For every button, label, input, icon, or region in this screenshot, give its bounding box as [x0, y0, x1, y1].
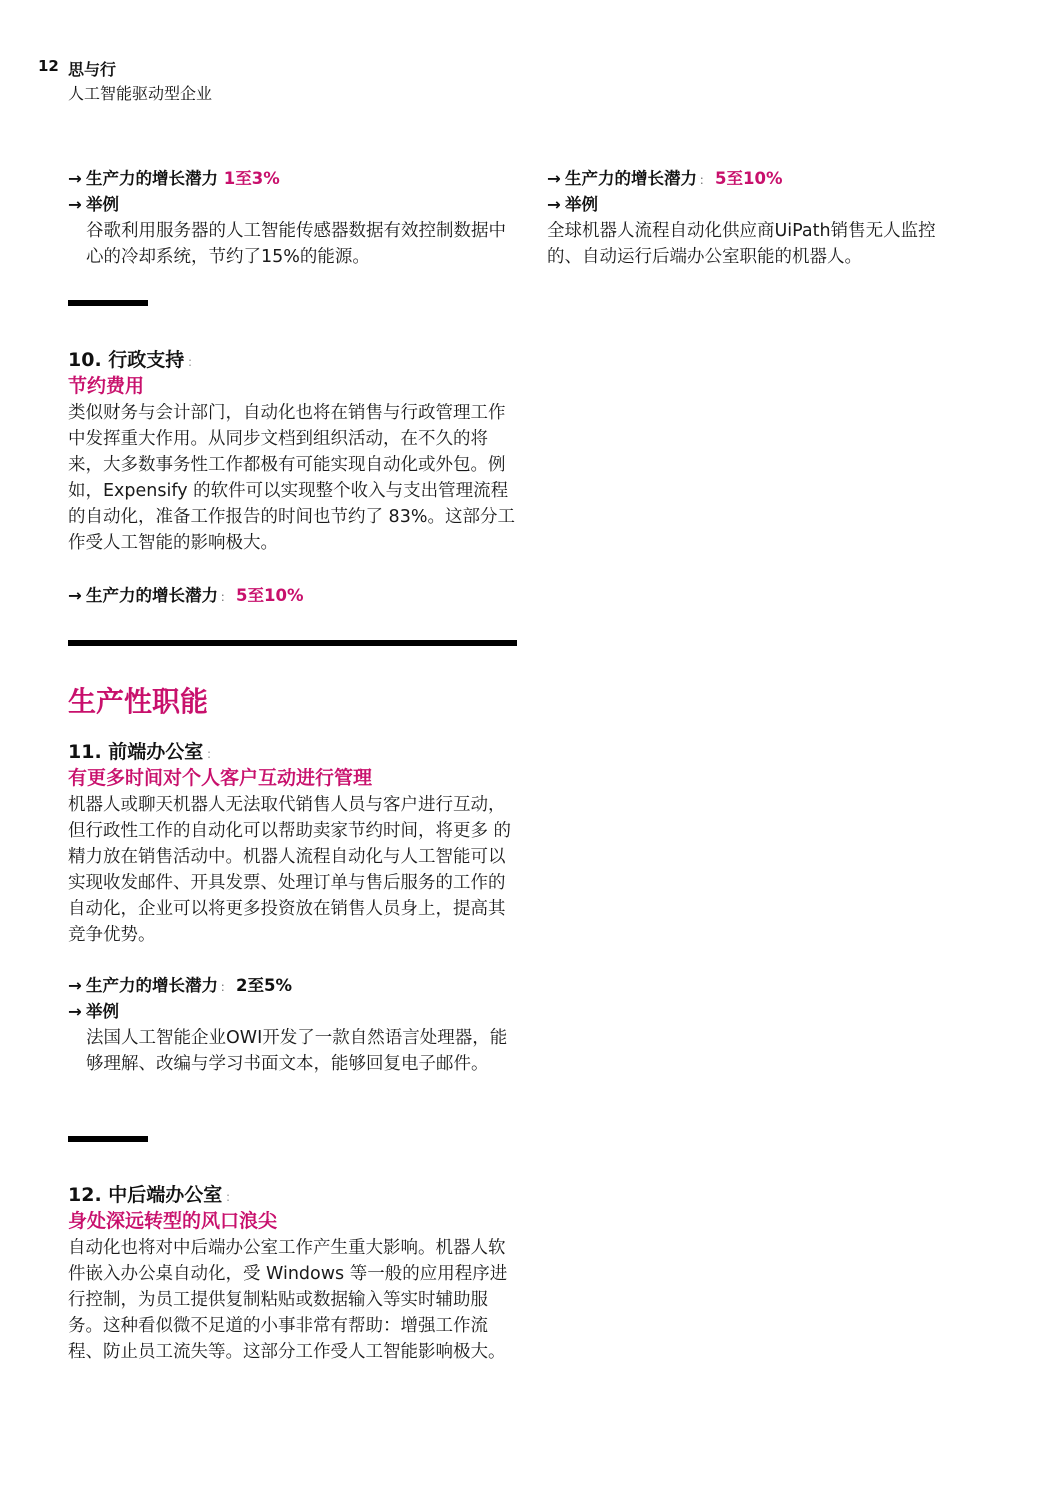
- section-10-body: 类似财务与会计部门，自动化也将在销售与行政管理工作中发挥重大作用。从同步文档到组织活动，在不久的将来，大多数事务性工作都极有可能实现自动化或外包。例如，Expensify 的软件可以实现整个收入与支出管理流程的自动化，准备工作报告的时间也节约了 83%。这部分工作受人工智能的影响极大。: [68, 403, 515, 553]
- potential-label: 生产力的增长潜力: [86, 586, 218, 605]
- colon-mark: ：: [187, 355, 200, 369]
- colon-mark: ：: [220, 590, 233, 604]
- arrow-icon: →: [547, 195, 561, 214]
- example-label: 举例: [86, 1002, 119, 1021]
- example-text-uipath: 全球机器人流程自动化供应商UiPath销售无人监控的、自动运行后端办公室职能的机器人。: [547, 221, 936, 267]
- potential-label: 生产力的增长潜力: [86, 169, 218, 188]
- potential-line-11: [68, 973, 292, 1000]
- section-10-subheading: 节约费用: [68, 375, 145, 397]
- example-label: 举例: [565, 195, 598, 214]
- colon-mark: ：: [220, 980, 233, 994]
- potential-value: 5至10%: [715, 169, 783, 188]
- section-12-body: 自动化也将对中后端办公室工作产生重大影响。机器人软件嵌入办公桌自动化，受 Windows 等一般的应用程序进行控制，为员工提供复制粘贴或数据输入等实时辅助服务。这种看似微不足道的小事非常有帮助：增强工作流程、防止员工流失等。这部分工作受人工智能影响极大。: [68, 1238, 508, 1362]
- arrow-icon: →: [68, 976, 82, 995]
- example-line-right: [547, 192, 598, 218]
- potential-value: 2至5%: [236, 976, 293, 995]
- arrow-icon: →: [68, 195, 82, 214]
- section-11-body: 机器人或聊天机器人无法取代销售人员与客户进行互动，但行政性工作的自动化可以帮助卖家节约时间，将更多 的精力放在销售活动中。机器人流程自动化与人工智能可以实现收发邮件、开具发票、处理订单与售后服务的工作的自动化，企业可以将更多投资放在销售人员身上，提高其竞争优势。: [68, 795, 512, 945]
- potential-label: 生产力的增长潜力: [565, 169, 697, 188]
- potential-line-top: [68, 166, 280, 192]
- section-11-title: 11. 前端办公室: [68, 741, 204, 763]
- arrow-icon: →: [68, 169, 82, 188]
- divider-long: [68, 640, 517, 646]
- section-10-title: 10. 行政支持: [68, 349, 185, 371]
- potential-label: 生产力的增长潜力: [86, 976, 218, 995]
- section-title: 思与行: [68, 60, 117, 79]
- section-12-title: 12. 中后端办公室: [68, 1184, 223, 1206]
- example-text-google: 谷歌利用服务器的人工智能传感器数据有效控制数据中心的冷却系统，节约了15%的能源。: [86, 221, 506, 267]
- potential-line-right: [547, 166, 783, 193]
- colon-mark: ：: [206, 747, 219, 761]
- arrow-icon: →: [547, 169, 561, 188]
- divider-short: [68, 1136, 148, 1142]
- colon-mark: ：: [225, 1190, 238, 1204]
- potential-line-10: [68, 583, 304, 610]
- arrow-icon: →: [68, 1002, 82, 1021]
- section-subtitle: 人工智能驱动型企业: [68, 84, 213, 103]
- arrow-icon: →: [68, 586, 82, 605]
- example-line-11: [68, 999, 119, 1025]
- example-text-owi: 法国人工智能企业OWI开发了一款自然语言处理器，能够理解、改编与学习书面文本，能够回复电子邮件。: [86, 1028, 508, 1074]
- section-11-subheading: 有更多时间对个人客户互动进行管理: [68, 767, 373, 789]
- category-title: 生产性职能: [68, 685, 209, 718]
- potential-value: 1至3%: [223, 169, 280, 188]
- divider-short: [68, 300, 148, 306]
- example-label: 举例: [86, 195, 119, 214]
- potential-value: 5至10%: [236, 586, 304, 605]
- page-number: 12: [38, 57, 59, 75]
- section-10-heading: [68, 347, 199, 375]
- colon-mark: ：: [699, 173, 712, 187]
- example-line-top: [68, 192, 119, 218]
- section-12-heading: [68, 1182, 237, 1210]
- section-11-heading: [68, 739, 218, 767]
- section-12-subheading: 身处深远转型的风口浪尖: [68, 1210, 278, 1232]
